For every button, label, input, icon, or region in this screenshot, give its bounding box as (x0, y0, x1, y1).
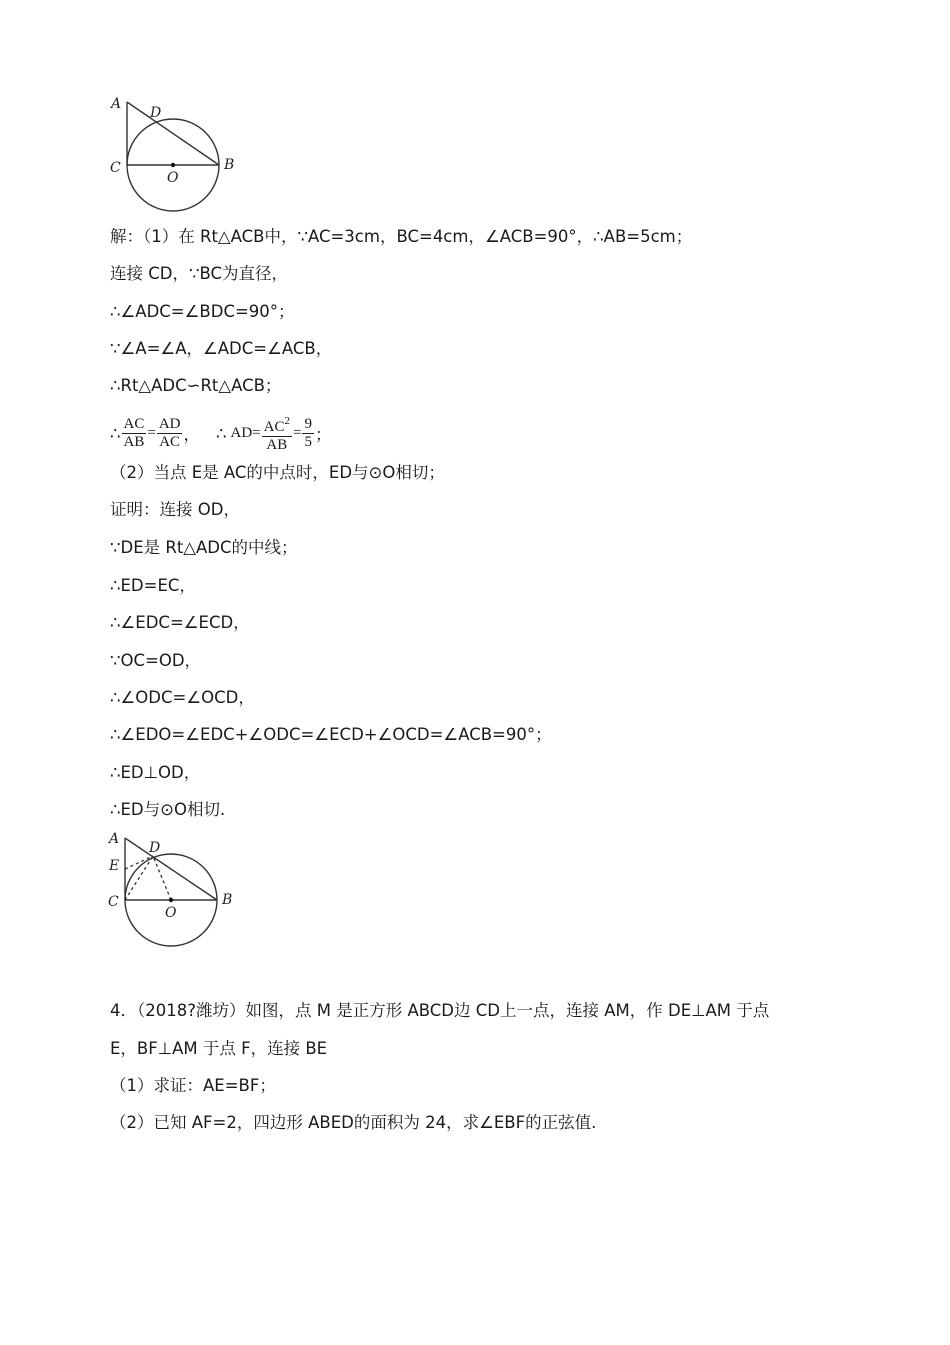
segment-ab (127, 102, 219, 165)
solution-line-9: ∵DE是 Rt△ADC的中线； (110, 538, 298, 557)
fraction-numerator: AD (158, 415, 181, 432)
solution-line-12: ∵OC=OD， (110, 651, 202, 670)
solution-line-14: ∴∠EDO=∠EDC+∠ODC=∠ECD+∠OCD=∠ACB=90°； (110, 725, 552, 744)
segment-ab (125, 838, 217, 900)
label-b: B (222, 892, 233, 908)
comma: ， (183, 425, 200, 444)
label-o: O (165, 905, 177, 921)
solution-line-5: ∴Rt△ADC∽Rt△ACB； (110, 376, 282, 395)
figure-1-circle-diagram (100, 90, 250, 220)
label-c: C (108, 894, 119, 910)
fraction-ac-ab (122, 416, 147, 451)
fraction-numerator: AC (123, 415, 145, 432)
dashed-cd (125, 856, 153, 900)
numerator-base: AC (263, 418, 285, 435)
label-b: B (224, 157, 235, 173)
solution-line-10: ∴ED=EC， (110, 576, 196, 595)
solution-line-4: ∵∠A=∠A，∠ADC=∠ACB， (110, 339, 333, 358)
solution-line-6-fractions (110, 412, 331, 454)
solution-line-2: 连接 CD，∵BC为直径， (110, 264, 289, 283)
label-a: A (111, 96, 122, 112)
fraction-ac-squared-ab (262, 413, 292, 454)
problem-4-line-1: 4．（2018?潍坊）如图，点 M 是正方形 ABCD边 CD上一点，连接 AM，作 DE⊥AM 于点 (110, 1001, 770, 1020)
label-o: O (167, 170, 179, 186)
fraction-numerator: 9 (304, 415, 312, 432)
fraction-denominator: AC (159, 433, 181, 450)
label-d: D (149, 840, 161, 856)
solution-line-8: 证明：连接 OD， (110, 500, 240, 519)
solution-line-11: ∴∠EDC=∠ECD， (110, 613, 250, 632)
fraction-9-5 (302, 416, 314, 451)
solution-line-15: ∴ED⊥OD， (110, 763, 201, 782)
solution-line-1: 解：（1）在 Rt△ACB中，∵AC=3cm，BC=4cm，∠ACB=90°，∴AB=5cm； (110, 227, 693, 246)
problem-4-line-2: E，BF⊥AM 于点 F，连接 BE (110, 1039, 328, 1058)
center-dot (169, 898, 173, 902)
center-dot (171, 163, 175, 167)
equals-sign: = (292, 424, 302, 441)
exponent: 2 (284, 414, 290, 427)
solution-line-7: （2）当点 E是 AC的中点时，ED与⊙O相切； (110, 463, 445, 482)
therefore-symbol: ∴ (110, 423, 121, 443)
solution-line-16: ∴ED与⊙O相切. (110, 800, 226, 819)
label-d: D (150, 105, 162, 121)
semicolon: ； (314, 425, 332, 444)
figure-2-circle-diagram (100, 825, 250, 955)
label-e: E (109, 858, 120, 874)
fraction-numerator (262, 413, 292, 437)
problem-4-line-4: （2）已知 AF=2，四边形 ABED的面积为 24，求∠EBF的正弦值. (110, 1113, 597, 1132)
ad-term: AD (230, 424, 253, 441)
label-a: A (109, 831, 120, 847)
therefore-symbol: ∴ (215, 423, 227, 443)
fraction-denominator: 5 (304, 433, 312, 450)
solution-line-3: ∴∠ADC=∠BDC=90°； (110, 302, 295, 321)
problem-4-line-3: （1）求证：AE=BF； (110, 1076, 276, 1095)
equals-sign: = (147, 424, 156, 441)
label-c: C (110, 160, 121, 176)
fraction-denominator: AB (266, 436, 288, 453)
fraction-ad-ac (157, 416, 183, 451)
equals-sign: = (252, 424, 261, 441)
fraction-denominator: AB (123, 433, 145, 450)
solution-line-13: ∴∠ODC=∠OCD， (110, 688, 255, 707)
